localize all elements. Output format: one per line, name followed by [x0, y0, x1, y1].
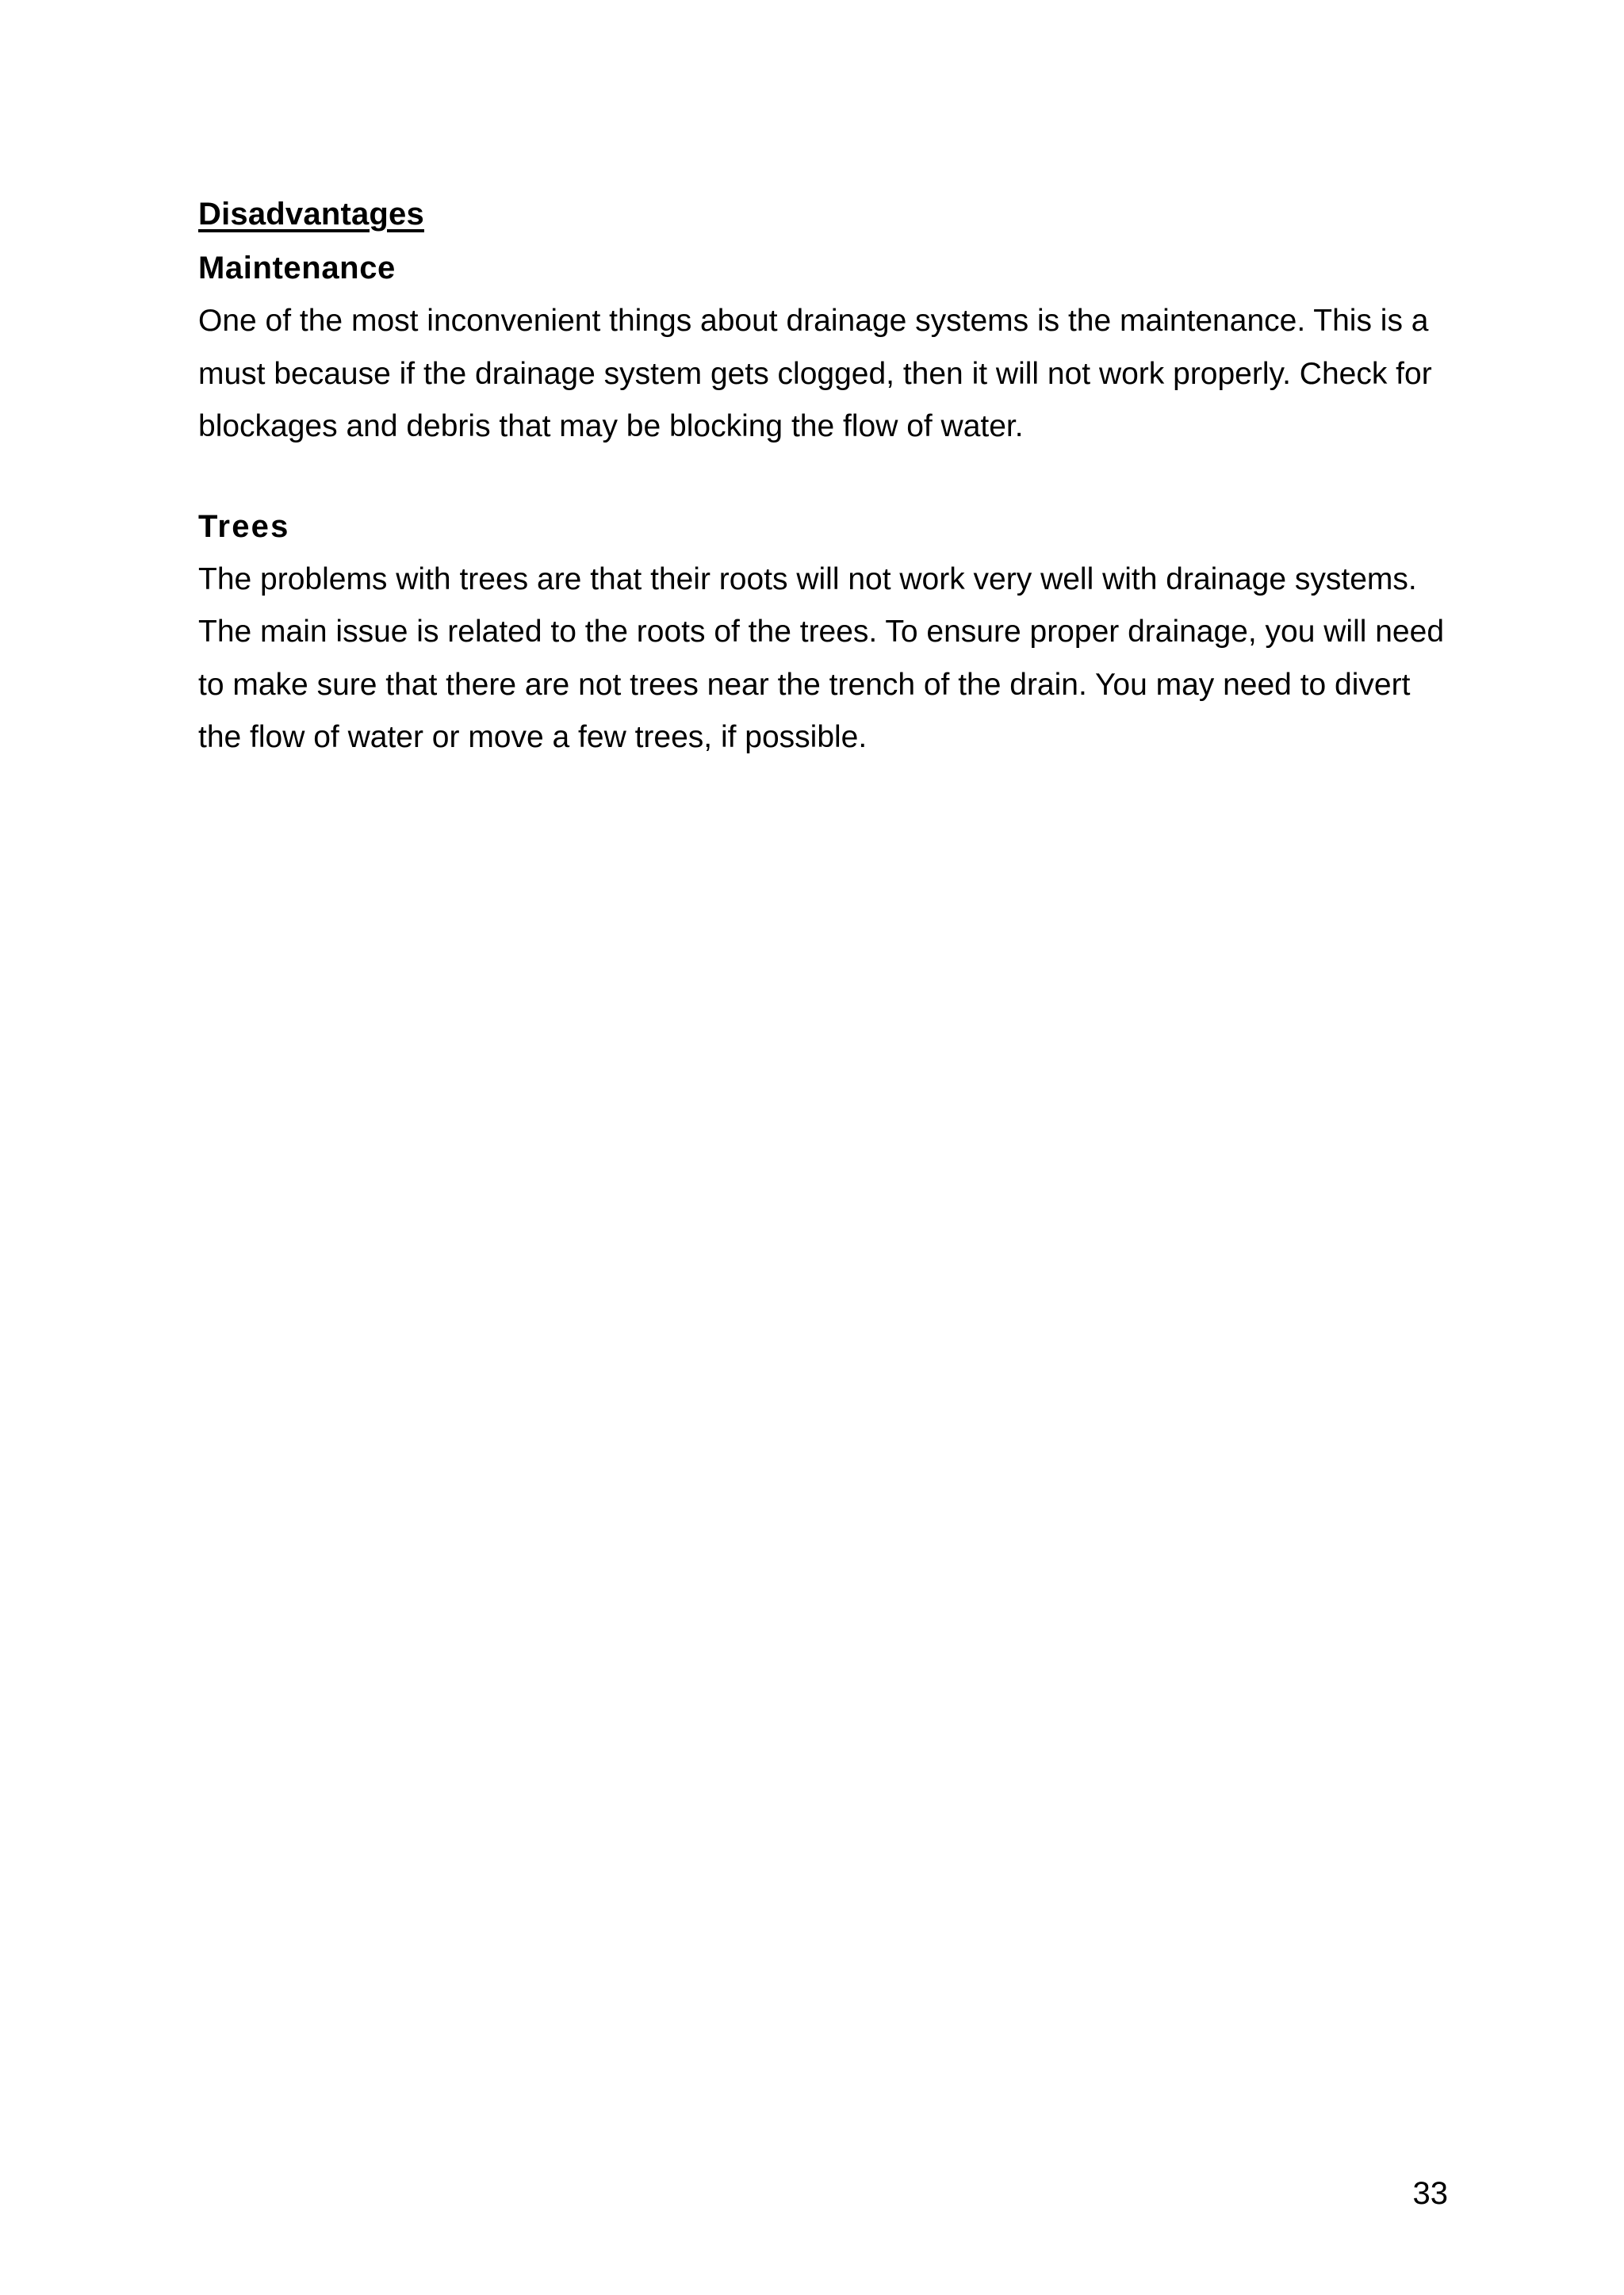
trees-heading: Trees	[198, 508, 290, 544]
page-content	[198, 193, 1451, 764]
section-heading: Disadvantages	[198, 197, 424, 232]
maintenance-paragraph: One of the most inconvenient things about drainage systems is the maintenance. This is a must because if the drainage system gets clogged, then it will not work properly. Check for blockages and debris that may be blocking the flow of water.	[198, 304, 1432, 443]
maintenance-heading: Maintenance	[198, 251, 396, 285]
trees-paragraph: The problems with trees are that their roots will not work very well with drainage systems. The main issue is related to the roots of the trees. To ensure proper drainage, you will need to make sure that there are not trees near the trench of the drain. You may need to divert the flow of water or move a few trees, if possible.	[198, 561, 1445, 754]
page-number: 33	[1412, 2176, 1448, 2211]
paragraph-spacer	[198, 454, 1451, 506]
